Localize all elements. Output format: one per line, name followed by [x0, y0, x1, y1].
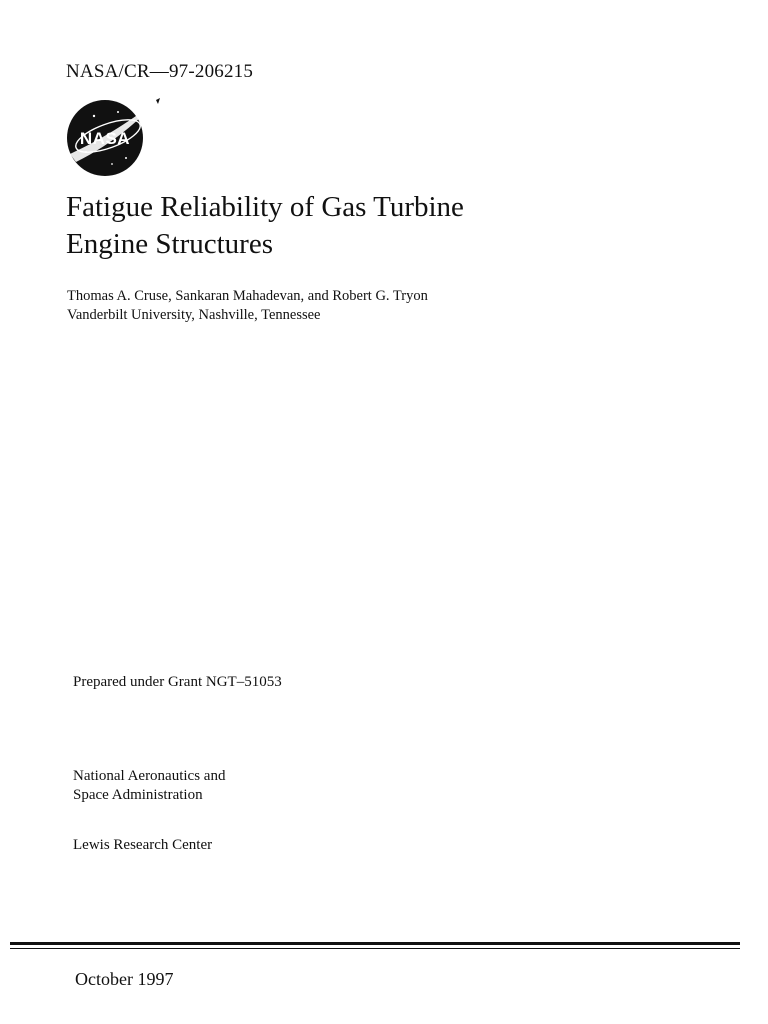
logo-lettering: NASA: [79, 129, 131, 148]
authors-block: [67, 287, 428, 325]
report-number: NASA/CR—97-206215: [66, 61, 254, 82]
research-center: Lewis Research Center: [73, 837, 213, 853]
publication-date: October 1997: [75, 969, 174, 989]
footer-rule-thin: [10, 948, 740, 949]
document-title: [66, 189, 586, 263]
title-line-2: Engine Structures: [66, 228, 273, 260]
agency-line-2: Space Administration: [73, 787, 203, 803]
grant-statement: Prepared under Grant NGT–51053: [73, 674, 282, 690]
title-line-1: Fatigue Reliability of Gas Turbine: [66, 191, 464, 223]
agency-name: [73, 767, 225, 805]
agency-line-1: National Aeronautics and: [73, 768, 226, 784]
author-names: Thomas A. Cruse, Sankaran Mahadevan, and Robert G. Tryon: [67, 288, 428, 304]
author-affiliation: Vanderbilt University, Nashville, Tennessee: [67, 307, 321, 323]
footer-rule-thick: [10, 942, 740, 945]
nasa-meatball-logo-icon: [60, 92, 170, 182]
